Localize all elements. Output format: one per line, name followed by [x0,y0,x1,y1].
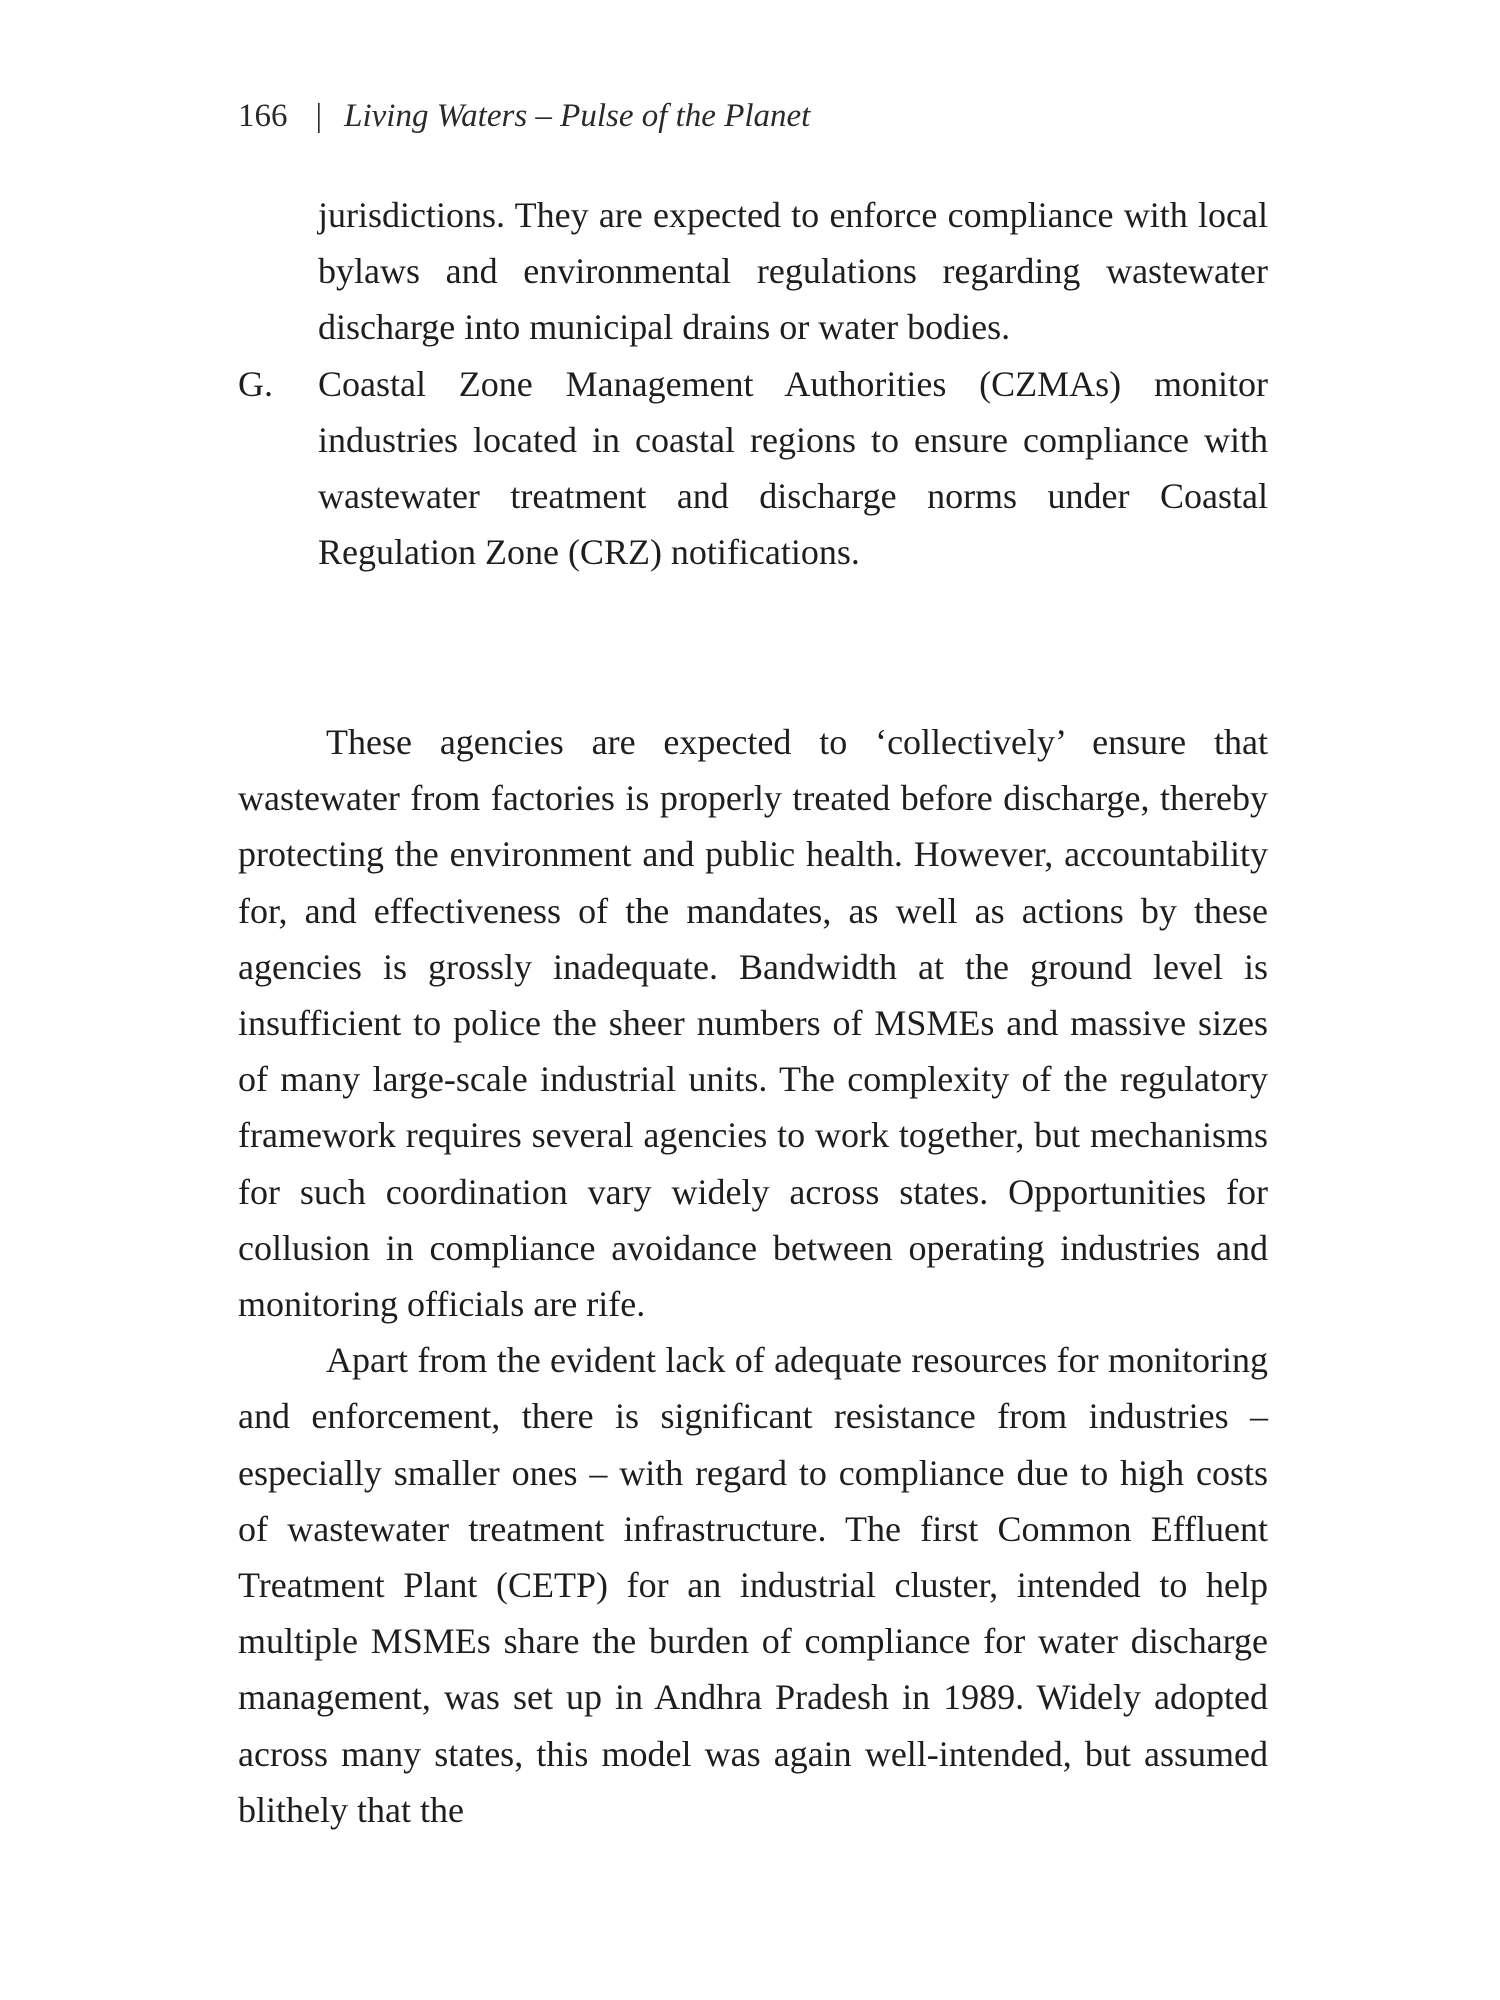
agency-list [238,187,1268,580]
page-number: 166 [238,98,288,134]
paragraph-agencies-accountability: These agencies are expected to ‘collectively’ ensure that wastewater from factories is properly treated before discharge, thereby protecting the environment and public health. However, accountability for, and effectiveness of the mandates, as well as actions by these agencies is grossly inadequate. Bandwidth at the ground level is insufficient to police the sheer numbers of MSMEs and massive sizes of many large-scale industrial units. The complexity of the regulatory framework requires several agencies to work together, but mechanisms for such coordination vary widely across states. Opportunities for collusion in compliance avoidance between operating industries and monitoring officials are rife. [238,722,1268,1325]
list-marker-g: G. [238,363,273,404]
list-item-g-text: Coastal Zone Management Authorities (CZMAs) monitor industries located in coastal regions to ensure compliance with wastewater treatment and discharge norms under Coastal Regulation Zone (CRZ) notifications. [318,363,1268,573]
header-separator: | [315,98,323,134]
paragraph-industry-resistance: Apart from the evident lack of adequate resources for monitoring and enforcement, there is significant resistance from industries – especially smaller ones – with regard to compliance due to high costs of wastewater treatment infrastructure. The first Common Effluent Treatment Plant (CETP) for an industrial cluster, intended to help multiple MSMEs share the burden of compliance for water discharge management, was set up in Andhra Pradesh in 1989. Widely adopted across many states, this model was again well-intended, but assumed blithely that the [238,1340,1268,1830]
list-item-g [238,356,1268,581]
running-header [238,96,810,136]
body-text [238,714,1268,1838]
list-item-continuation: jurisdictions. They are expected to enforce compliance with local bylaws and environmental regulations regarding wastewater discharge into municipal drains or water bodies. [318,195,1268,348]
book-title: Living Waters – Pulse of the Planet [344,98,811,134]
